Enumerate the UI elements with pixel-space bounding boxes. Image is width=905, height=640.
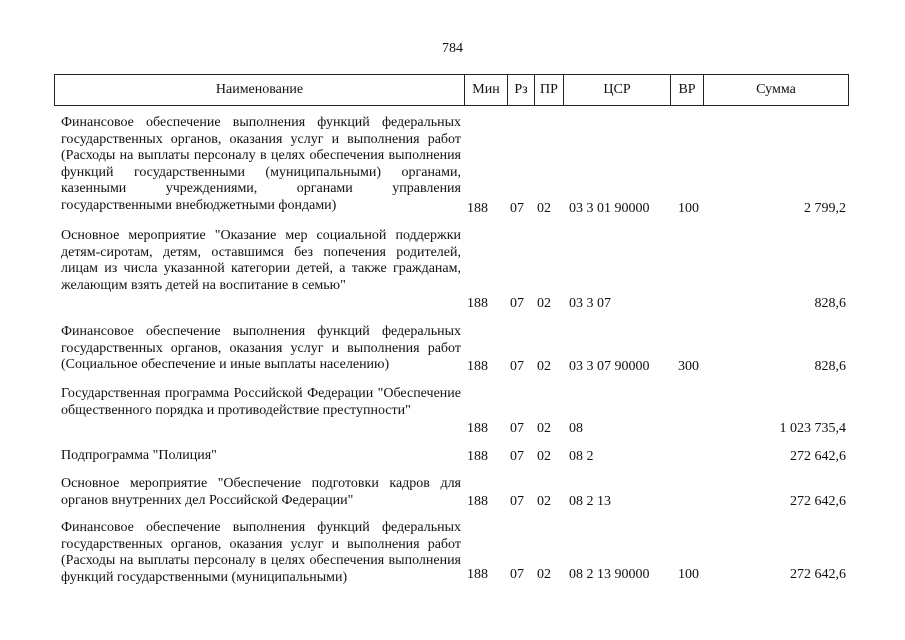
row-pr: 02 (537, 567, 551, 582)
row-sum: 272 642,6 (790, 494, 846, 509)
row-rz: 07 (510, 359, 524, 374)
row-sum: 828,6 (814, 359, 846, 374)
row-csr: 08 2 13 90000 (569, 567, 650, 582)
row-rz: 07 (510, 201, 524, 216)
row-name: Финансовое обеспечение выполнения функций федеральных государственных органов, оказания услуг и выполнения работ (Социальное обеспечение и иные выплаты населению) (61, 324, 461, 373)
row-vr: 300 (678, 359, 699, 374)
header-sum: Сумма (703, 75, 848, 105)
table-row (54, 476, 854, 512)
row-sum: 272 642,6 (790, 567, 846, 582)
row-pr: 02 (537, 494, 551, 509)
table-row (54, 228, 854, 316)
row-name: Финансовое обеспечение выполнения функций федеральных государственных органов, оказания услуг и выполнения работ (Расходы на выплаты персоналу в целях обеспечения выполнения функций государственными (муниципальными) органами, казенными учреждениями, органами управления государственными внебюджетными фондами) (61, 115, 461, 213)
row-pr: 02 (537, 296, 551, 311)
row-name: Основное мероприятие "Обеспечение подготовки кадров для органов внутренних дел Российской Федерации" (61, 476, 461, 508)
row-csr: 03 3 01 90000 (569, 201, 650, 216)
row-sum: 2 799,2 (804, 201, 846, 216)
header-csr: ЦСР (563, 75, 670, 105)
row-pr: 02 (537, 449, 551, 464)
table-header (54, 74, 849, 106)
header-name: Наименование (215, 82, 304, 97)
row-min: 188 (467, 494, 488, 509)
header-vr: ВР (670, 75, 703, 105)
table-row (54, 386, 854, 440)
header-min: Мин (464, 75, 507, 105)
row-name: Финансовое обеспечение выполнения функций федеральных государственных органов, оказания услуг и выполнения работ (Расходы на выплаты персоналу в целях обеспечения выполнения функций государственными (муниципальными) (61, 520, 461, 585)
row-rz: 07 (510, 421, 524, 436)
row-min: 188 (467, 296, 488, 311)
row-vr: 100 (678, 567, 699, 582)
table-row (54, 115, 854, 221)
row-csr: 08 (569, 421, 583, 436)
page-number: 784 (442, 41, 463, 56)
table-row (54, 520, 854, 592)
row-sum: 828,6 (814, 296, 846, 311)
row-sum: 1 023 735,4 (779, 421, 846, 436)
header-rz: Рз (507, 75, 534, 105)
row-csr: 08 2 (569, 449, 594, 464)
row-vr: 100 (678, 201, 699, 216)
header-pr: ПР (534, 75, 563, 105)
row-csr: 03 3 07 90000 (569, 359, 650, 374)
row-min: 188 (467, 421, 488, 436)
row-name: Основное мероприятие "Оказание мер социальной поддержки детям-сиротам, детям, оставшимся без попечения родителей, лицам из числа указанной категории детей, а также гражданам, желающим взять детей на воспитание в семью" (61, 228, 461, 293)
row-pr: 02 (537, 201, 551, 216)
table-row (54, 324, 854, 378)
row-rz: 07 (510, 494, 524, 509)
row-pr: 02 (537, 421, 551, 436)
row-min: 188 (467, 567, 488, 582)
row-rz: 07 (510, 296, 524, 311)
row-csr: 08 2 13 (569, 494, 611, 509)
row-name: Государственная программа Российской Федерации "Обеспечение общественного порядка и противодействие преступности" (61, 386, 461, 418)
row-rz: 07 (510, 449, 524, 464)
row-min: 188 (467, 201, 488, 216)
row-name: Подпрограмма "Полиция" (61, 448, 217, 463)
row-sum: 272 642,6 (790, 449, 846, 464)
row-pr: 02 (537, 359, 551, 374)
table-row (54, 448, 854, 468)
row-rz: 07 (510, 567, 524, 582)
row-min: 188 (467, 359, 488, 374)
row-csr: 03 3 07 (569, 296, 611, 311)
row-min: 188 (467, 449, 488, 464)
